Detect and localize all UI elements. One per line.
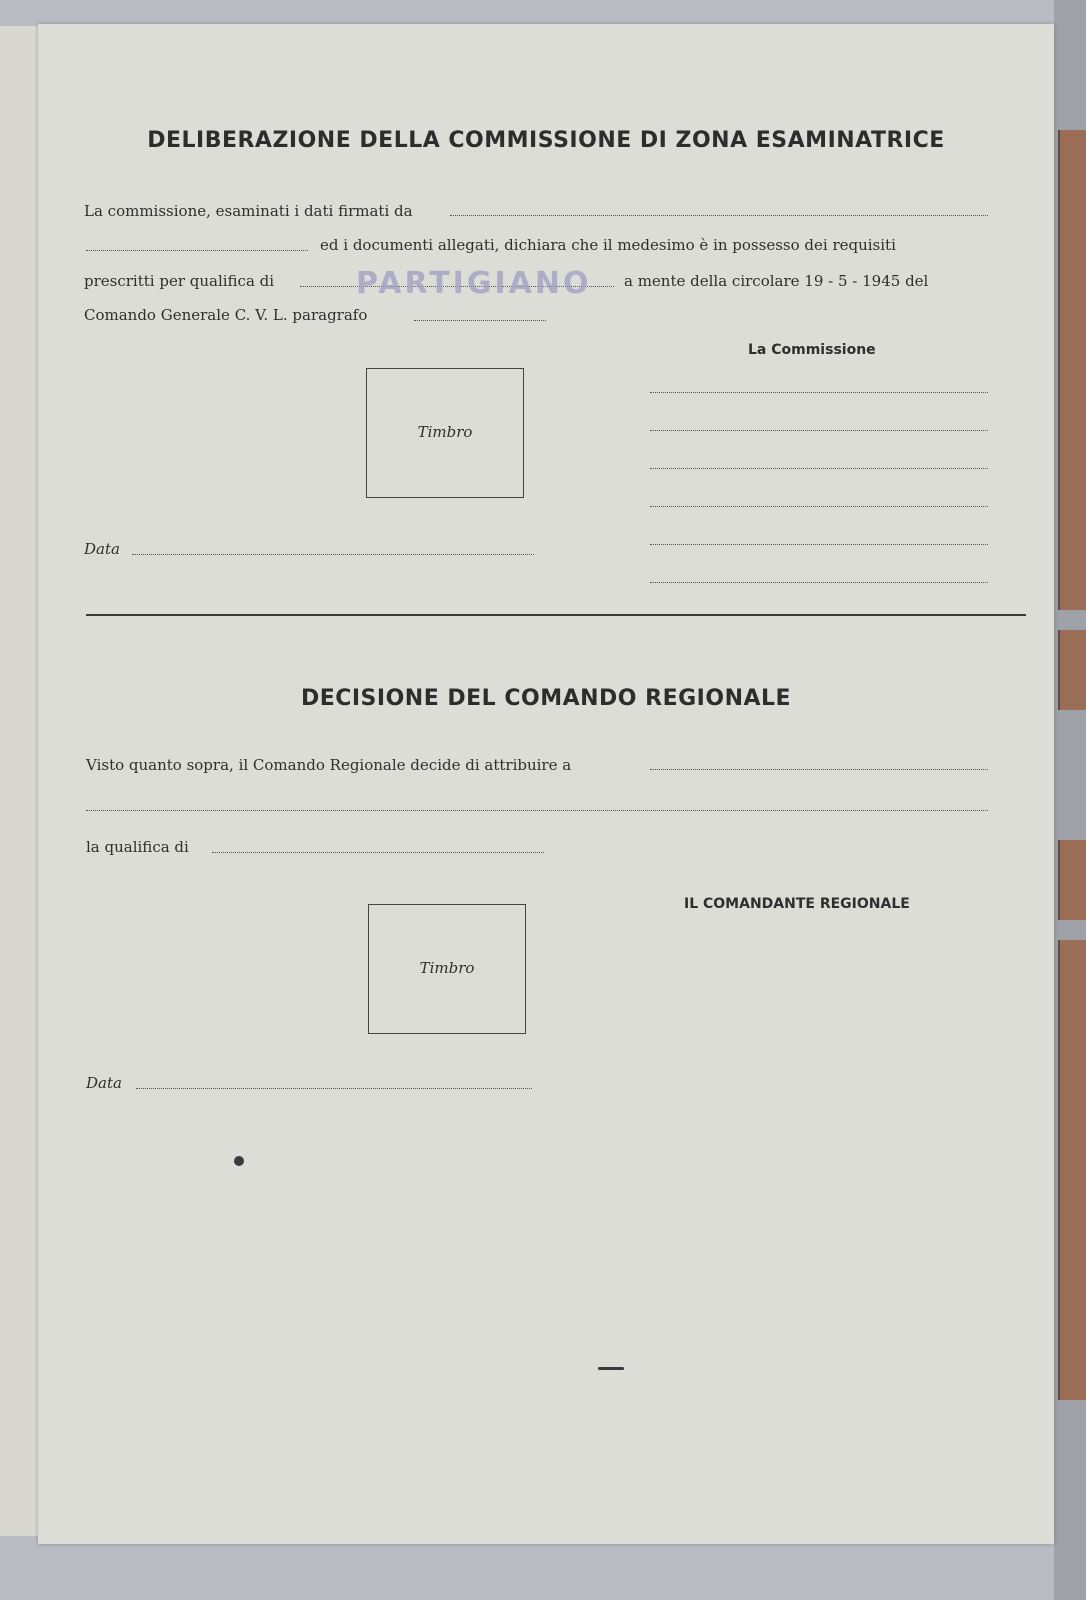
- commission-line3-start: prescritti per qualifica di: [84, 272, 275, 290]
- section-divider: [86, 614, 1026, 616]
- decision-line1: Visto quanto sopra, il Comando Regionale decide di attribuire a: [86, 756, 572, 774]
- commander-label: IL COMANDANTE REGIONALE: [684, 896, 910, 912]
- commission-label: La Commissione: [748, 342, 876, 358]
- ink-spot: [234, 1156, 244, 1166]
- commission-signature-line[interactable]: [650, 582, 988, 583]
- commission-line2: ed i documenti allegati, dichiara che il medesimo è in possesso dei requisiti: [320, 236, 896, 254]
- assigned-qualification-field[interactable]: [212, 852, 544, 853]
- folder-tab: [1058, 630, 1086, 710]
- section1-title: DELIBERAZIONE DELLA COMMISSIONE DI ZONA ESAMINATRICE: [147, 128, 945, 153]
- form-page: [38, 24, 1054, 1544]
- paragraph-field[interactable]: [414, 320, 546, 321]
- folder-tab: [1058, 130, 1086, 610]
- stamp-box: [368, 904, 526, 1034]
- date-label: Data: [86, 1074, 122, 1092]
- date-field[interactable]: [132, 554, 534, 555]
- commission-signature-line[interactable]: [650, 506, 988, 507]
- commission-line1: La commissione, esaminati i dati firmati da: [84, 202, 413, 220]
- date-label: Data: [84, 540, 120, 558]
- commission-signature-line[interactable]: [650, 468, 988, 469]
- commission-signature-line[interactable]: [650, 544, 988, 545]
- stamp-box-label: Timbro: [419, 959, 475, 977]
- folder-tab: [1058, 940, 1086, 1400]
- folder-tab: [1058, 840, 1086, 920]
- signer-field[interactable]: [450, 215, 988, 216]
- commission-line3-end: a mente della circolare 19 - 5 - 1945 del: [624, 272, 929, 290]
- partigiano-stamp: PARTIGIANO: [356, 266, 592, 301]
- date-field[interactable]: [136, 1088, 532, 1089]
- commission-signature-line[interactable]: [650, 430, 988, 431]
- recipient-continued-field[interactable]: [86, 810, 988, 811]
- commission-line4: Comando Generale C. V. L. paragrafo: [84, 306, 368, 324]
- decision-line2: la qualifica di: [86, 838, 189, 856]
- stamp-box-label: Timbro: [417, 423, 473, 441]
- ink-mark: [598, 1367, 624, 1370]
- stamp-box: [366, 368, 524, 498]
- section2-title: DECISIONE DEL COMANDO REGIONALE: [300, 686, 792, 711]
- recipient-field[interactable]: [650, 769, 988, 770]
- commission-signature-line[interactable]: [650, 392, 988, 393]
- signer-continued-field[interactable]: [86, 250, 308, 251]
